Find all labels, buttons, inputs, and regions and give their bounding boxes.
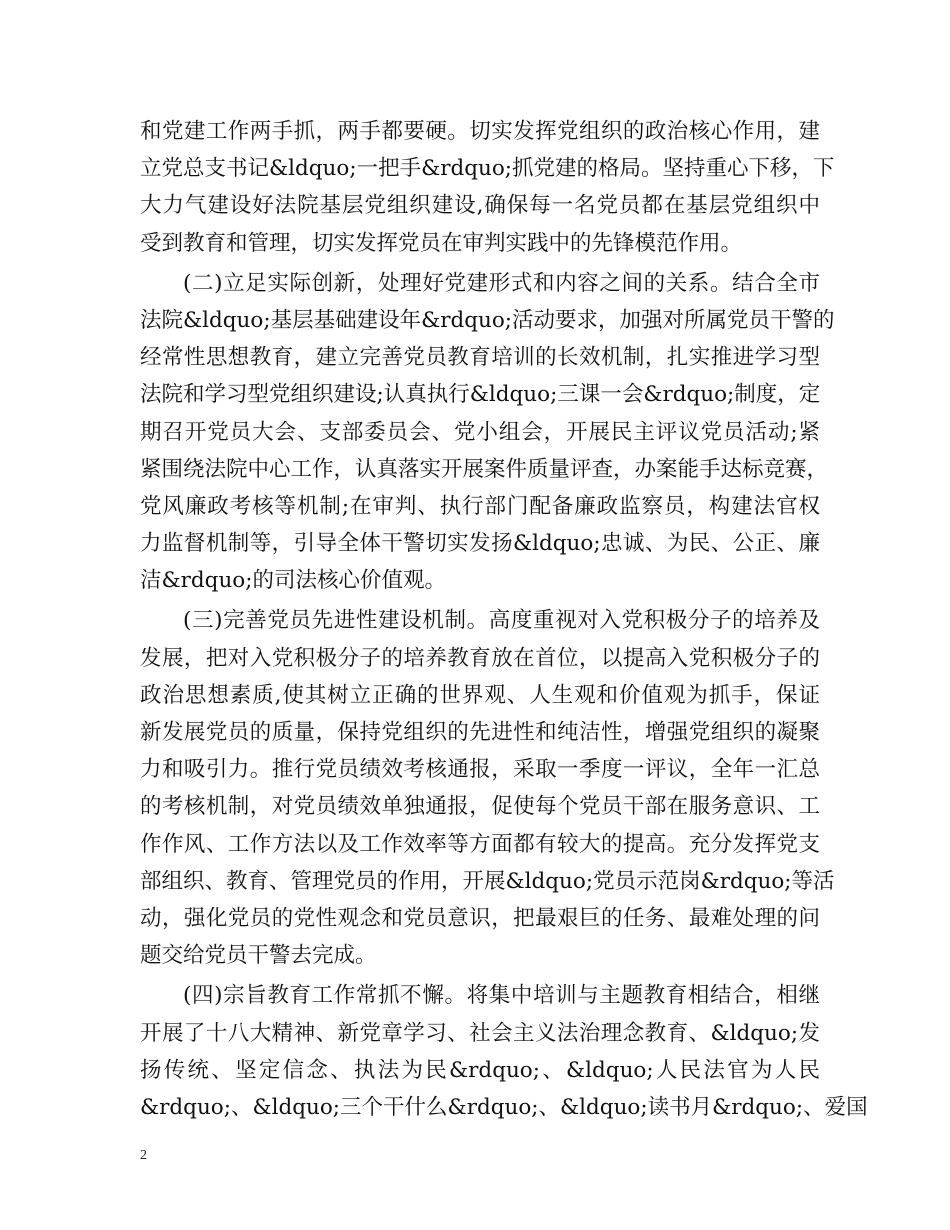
text-line: 新发展党员的质量，保持党组织的先进性和纯洁性，增强党组织的凝聚 (140, 720, 820, 745)
text-line: &rdquo;、&ldquo;三个干什么&rdquo;、&ldquo;读书月&rdquo;、爱国 (140, 1094, 868, 1120)
paragraph-3 (140, 602, 835, 974)
text-line: (四)宗旨教育工作常抓不懈。将集中培训与主题教育相结合，相继 (183, 983, 820, 1009)
text-line: 大力气建设好法院基层党组织建设,确保每一名党员都在基层党组织中 (140, 193, 820, 219)
text-line: 力和吸引力。推行党员绩效考核通报，采取一季度一评议，全年一汇总 (140, 757, 820, 783)
text-line: (二)立足实际创新，处理好党建形式和内容之间的关系。结合全市 (183, 270, 820, 296)
text-line: 作作风、工作方法以及工作效率等方面都有较大的提高。充分发挥党支 (140, 831, 820, 857)
text-line: 开展了十八大精神、新党章学习、社会主义法治理念教育、&ldquo;发 (140, 1020, 820, 1046)
text-line: 扬传统、坚定信念、执法为民&rdquo;、&ldquo;人民法官为人民 (140, 1057, 820, 1083)
body-text (140, 113, 868, 1126)
paragraph-4 (140, 977, 868, 1126)
paragraph-1 (140, 113, 835, 262)
text-line: 经常性思想教育，建立完善党员教育培训的长效机制，扎实推进学习型 (140, 345, 820, 371)
text-line: 党风廉政考核等机制;在审判、执行部门配备廉政监察员，构建法官权 (140, 493, 820, 519)
text-line: 紧围绕法院中心工作，认真落实开展案件质量评查，办案能手达标竞赛， (140, 456, 829, 482)
text-line: 法院&ldquo;基层基础建设年&rdquo;活动要求，加强对所属党员干警的 (140, 307, 835, 333)
text-line: 法院和学习型党组织建设;认真执行&ldquo;三课一会&rdquo;制度，定 (140, 382, 821, 408)
page-number: 2 (140, 1148, 147, 1163)
text-line: 洁&rdquo;的司法核心价值观。 (140, 568, 446, 594)
text-line: 动，强化党员的党性观念和党员意识，把最艰巨的任务、最难处理的问 (140, 905, 820, 931)
text-line: 力监督机制等，引导全体干警切实发扬&ldquo;忠诚、为民、公正、廉 (140, 531, 820, 557)
text-line: 期召开党员大会、支部委员会、党小组会，开展民主评议党员活动;紧 (140, 419, 820, 445)
text-line: 政治思想素质,使其树立正确的世界观、人生观和价值观为抓手，保证 (140, 682, 820, 708)
text-line: 和党建工作两手抓，两手都要硬。切实发挥党组织的政治核心作用，建 (140, 119, 820, 144)
paragraph-2 (140, 265, 835, 600)
text-line: 发展，把对入党积极分子的培养教育放在首位，以提高入党积极分子的 (140, 645, 820, 671)
text-line: 受到教育和管理，切实发挥党员在审判实践中的先锋模范作用。 (140, 230, 743, 256)
text-line: 立党总支书记&ldquo;一把手&rdquo;抓党建的格局。坚持重心下移，下 (140, 156, 835, 182)
text-line: (三)完善党员先进性建设机制。高度重视对入党积极分子的培养及 (183, 608, 820, 634)
text-line: 题交给党员干警去完成。 (140, 943, 377, 969)
text-line: 的考核机制，对党员绩效单独通报，促使每个党员干部在服务意识、工 (140, 794, 820, 820)
text-line: 部组织、教育、管理党员的作用，开展&ldquo;党员示范岗&rdquo;等活 (140, 868, 835, 894)
